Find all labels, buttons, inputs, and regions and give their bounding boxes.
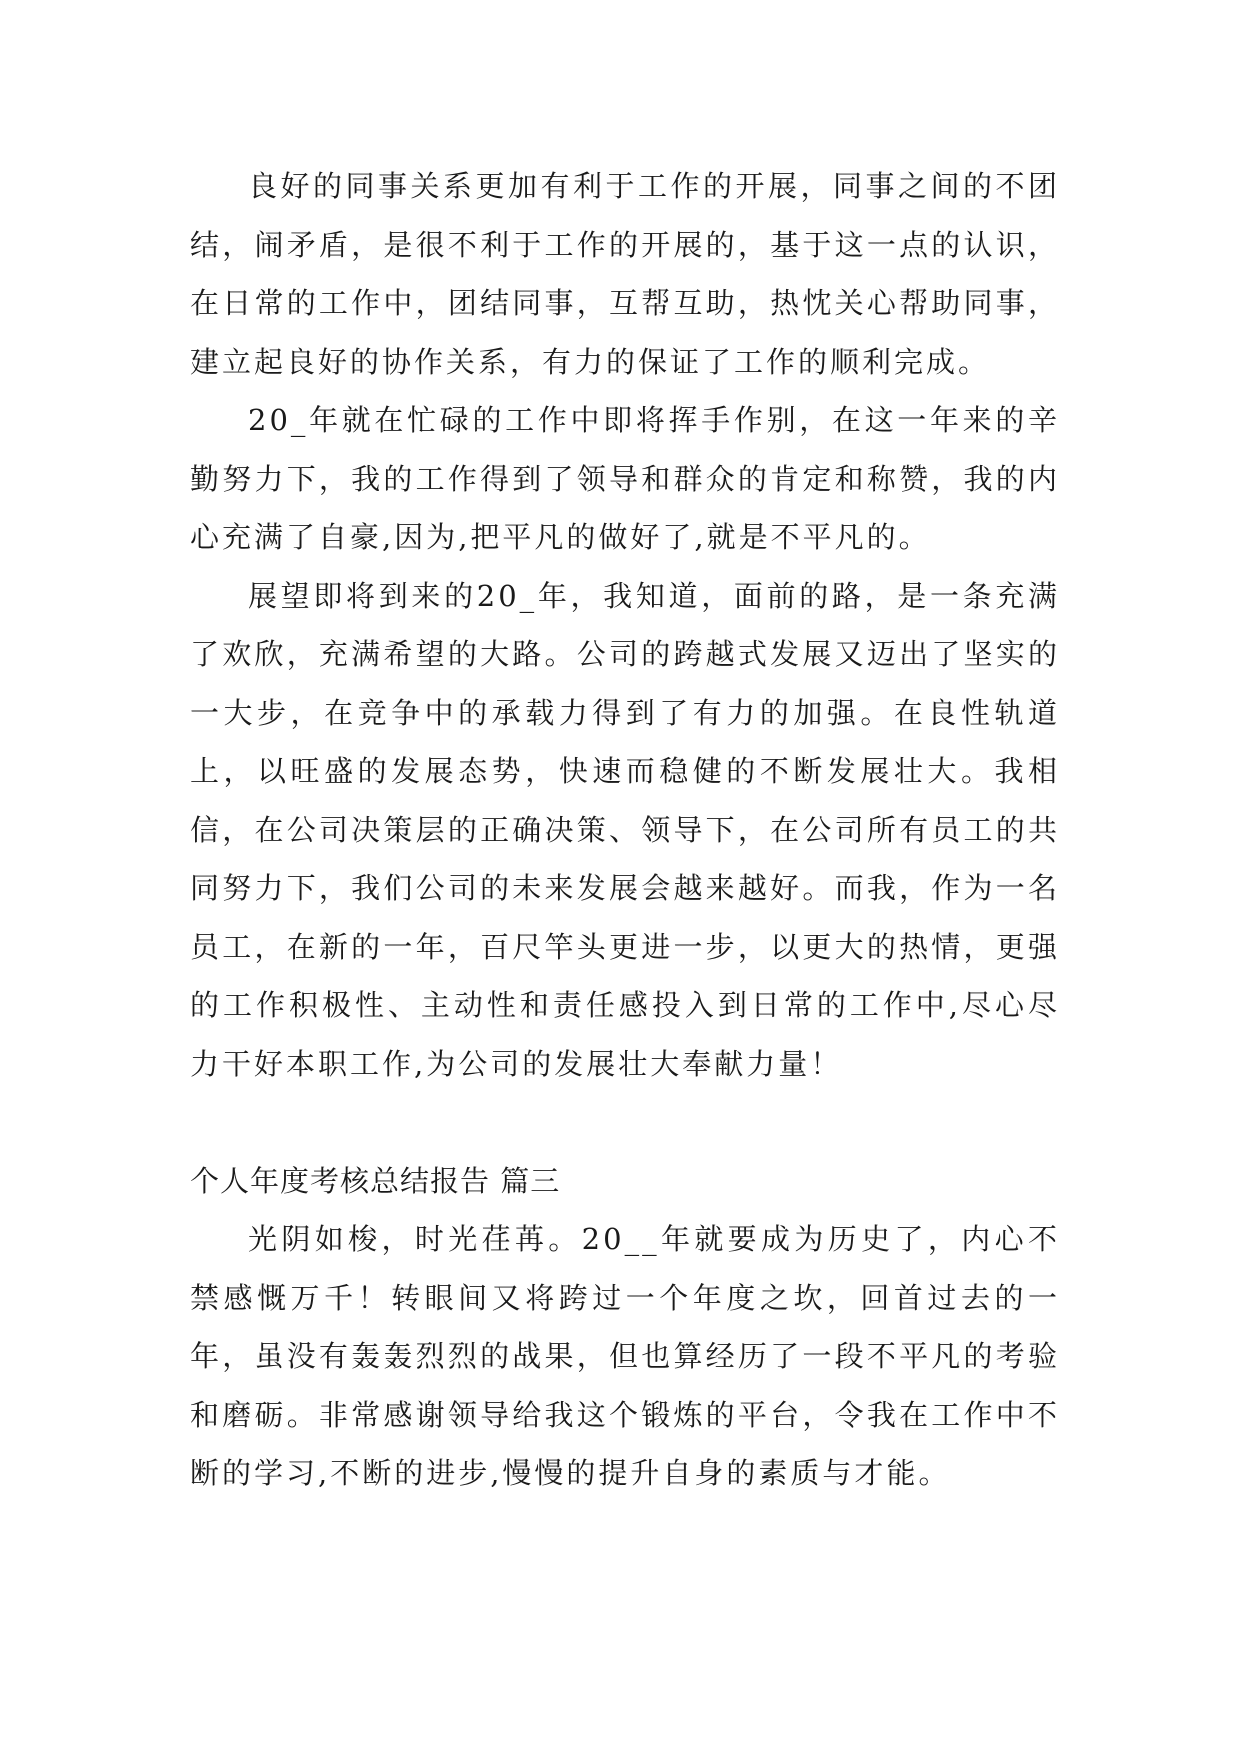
paragraph-outlook: 展望即将到来的20_年，我知道，面前的路，是一条充满了欢欣，充满希望的大路。公司的跨越式发展又迈出了坚实的一大步，在竞争中的承载力得到了有力的加强。在良性轨道上，以旺盛的发展态势，快速而稳健的不断发展壮大。我相信，在公司决策层的正确决策、领导下，在公司所有员工的共同努力下，我们公司的未来发展会越来越好。而我，作为一名员工，在新的一年，百尺竿头更进一步，以更大的热情，更强的工作积极性、主动性和责任感投入到日常的工作中,尽心尽力干好本职工作,为公司的发展壮大奉献力量！ — [190, 578, 1060, 1081]
paragraph-time-flies: 光阴如梭，时光荏苒。20__年就要成为历史了，内心不禁感慨万千！转眼间又将跨过一个年度之坎，回首过去的一年，虽没有轰轰烈烈的战果，但也算经历了一段不平凡的考验和磨砺。非常感谢领导给我这个锻炼的平台，令我在工作中不断的学习,不断的进步,慢慢的提升自身的素质与才能。 — [190, 1222, 1060, 1490]
paragraph-colleague-relations: 良好的同事关系更加有利于工作的开展，同事之间的不团结，闹矛盾，是很不利于工作的开展的，基于这一点的认识，在日常的工作中，团结同事，互帮互助，热忱关心帮助同事，建立起良好的协作关系，有力的保证了工作的顺利完成。 — [190, 169, 1060, 379]
section-heading: 个人年度考核总结报告 篇三 — [190, 1163, 561, 1198]
paragraph-year-farewell: 20_年就在忙碌的工作中即将挥手作别，在这一年来的辛勤努力下，我的工作得到了领导和群众的肯定和称赞，我的内心充满了自豪,因为,把平凡的做好了,就是不平凡的。 — [190, 403, 1060, 554]
document-body — [190, 157, 1060, 1503]
